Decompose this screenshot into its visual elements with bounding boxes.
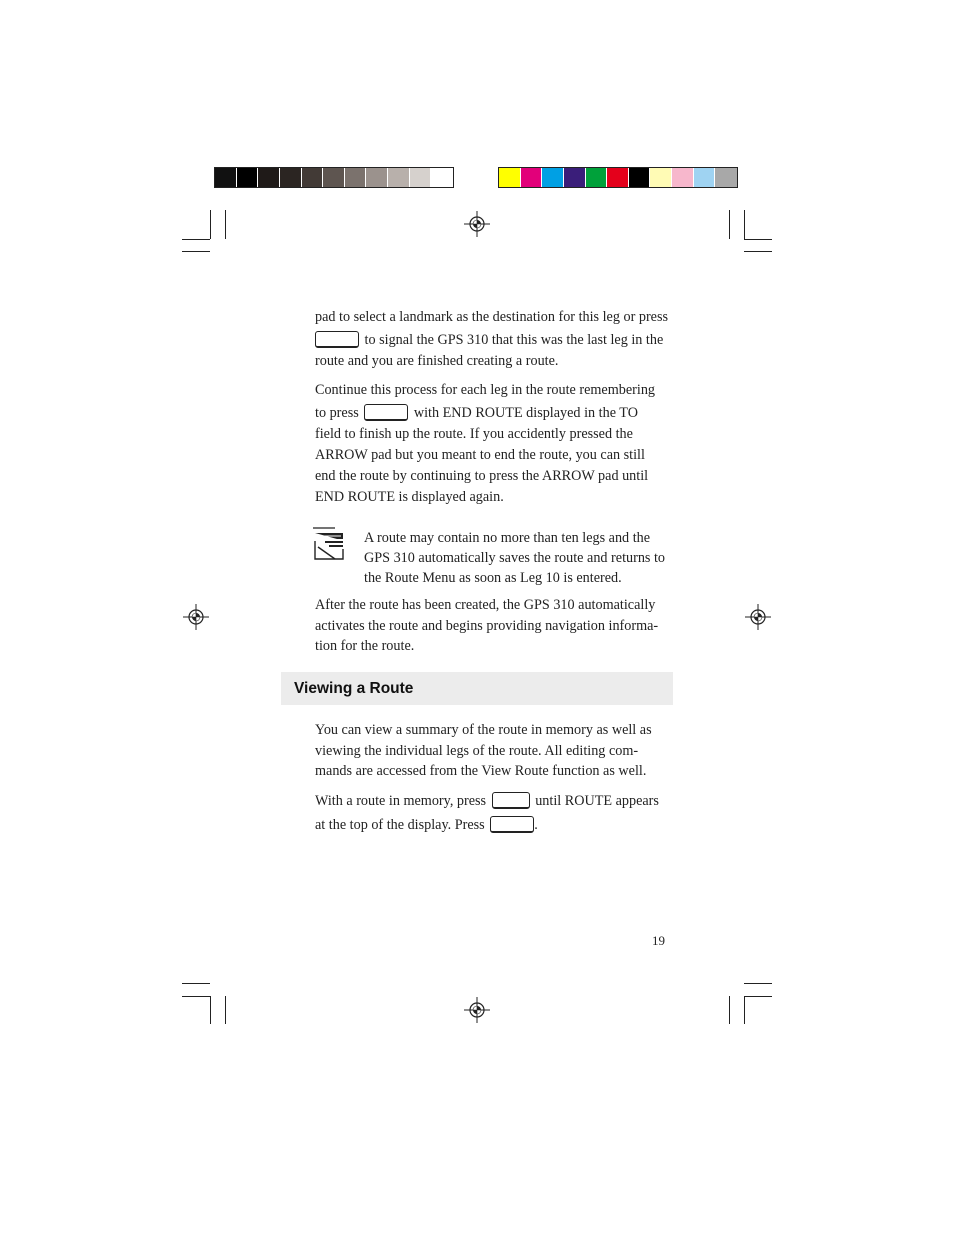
- color-swatch: [521, 168, 543, 187]
- color-swatch: [215, 168, 237, 187]
- color-swatch: [542, 168, 564, 187]
- process-color-bar: [498, 167, 738, 188]
- text-line: After the route has been created, the GPS 310 automatically: [315, 597, 656, 613]
- note-icon: [313, 527, 345, 561]
- text-line: until ROUTE appears: [535, 793, 659, 809]
- text-line: You can view a summary of the route in memory as well as: [315, 722, 652, 738]
- note-text: [364, 528, 684, 588]
- text-line: GPS 310 automatically saves the route and returns to: [364, 550, 666, 566]
- text-line: field to finish up the route. If you accidently pressed the: [315, 426, 633, 442]
- page-number: 19: [652, 933, 665, 948]
- registration-mark-icon: [745, 604, 771, 630]
- enter-key-icon: [315, 331, 359, 348]
- text-line: A route may contain no more than ten legs and the: [364, 530, 651, 546]
- color-swatch: [345, 168, 367, 187]
- paragraph-2: [315, 380, 675, 508]
- color-swatch: [650, 168, 672, 187]
- color-swatch: [564, 168, 586, 187]
- text-line: tion for the route.: [315, 638, 415, 654]
- text-line: viewing the individual legs of the route. All editing com-: [315, 742, 639, 759]
- color-swatch: [715, 168, 737, 187]
- text-line: mands are accessed from the View Route function as well.: [315, 763, 647, 779]
- text-line: the Route Menu as soon as Leg 10 is entered.: [364, 570, 622, 586]
- paragraph-5: [315, 790, 675, 837]
- paragraph-3: [315, 595, 675, 657]
- registration-mark-icon: [464, 997, 490, 1023]
- color-swatch: [237, 168, 259, 187]
- registration-mark-icon: [464, 211, 490, 237]
- grayscale-color-bar: [214, 167, 454, 188]
- text-line: route and you are finished creating a route.: [315, 353, 559, 369]
- color-swatch: [672, 168, 694, 187]
- color-swatch: [323, 168, 345, 187]
- color-swatch: [258, 168, 280, 187]
- color-swatch: [280, 168, 302, 187]
- text-line: end the route by continuing to press the ARROW pad until: [315, 468, 649, 484]
- color-swatch: [410, 168, 432, 187]
- text-line: With a route in memory, press: [315, 793, 487, 809]
- menu-key-icon: [492, 792, 530, 809]
- text-line: with END ROUTE displayed in the TO: [413, 405, 638, 421]
- text-line: ARROW pad but you meant to end the route, you can still: [315, 447, 645, 463]
- text-line: to press: [315, 405, 359, 421]
- color-swatch: [302, 168, 324, 187]
- text-line: pad to select a landmark as the destination for this leg or press: [315, 309, 669, 325]
- color-swatch: [629, 168, 651, 187]
- section-heading-bar: [281, 672, 673, 705]
- color-swatch: [607, 168, 629, 187]
- color-swatch: [586, 168, 608, 187]
- text-line: at the top of the display. Press: [315, 817, 485, 833]
- text-line: to signal the GPS 310 that this was the last leg in the: [364, 332, 664, 348]
- enter-key-icon: [364, 404, 408, 421]
- registration-mark-icon: [183, 604, 209, 630]
- text-line: .: [534, 817, 538, 833]
- text-line: activates the route and begins providing navigation informa-: [315, 617, 659, 634]
- color-swatch: [694, 168, 716, 187]
- color-swatch: [388, 168, 410, 187]
- paragraph-4: [315, 720, 675, 782]
- text-line: Continue this process for each leg in the route remembering: [315, 382, 656, 398]
- color-swatch: [431, 168, 453, 187]
- section-heading: Viewing a Route: [294, 680, 414, 697]
- color-swatch: [499, 168, 521, 187]
- text-line: END ROUTE is displayed again.: [315, 489, 504, 505]
- paragraph-1: [315, 307, 675, 372]
- enter-key-icon: [490, 816, 534, 833]
- color-swatch: [366, 168, 388, 187]
